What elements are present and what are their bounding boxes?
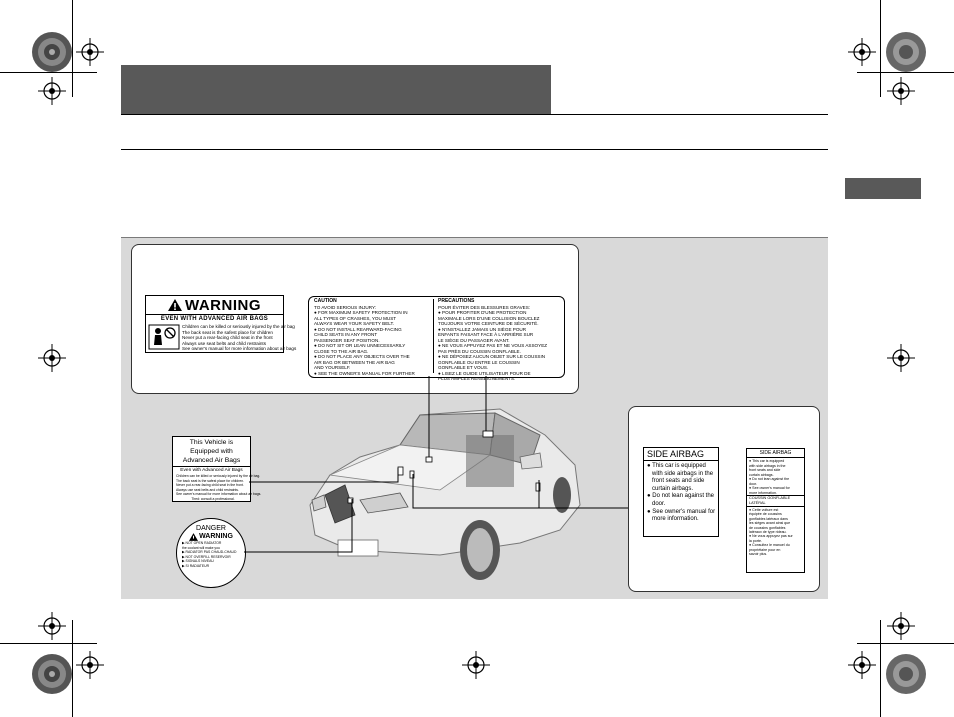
precautions-line: ● NE DÉPOSEZ AUCUN OBJET SUR LE COUSSIN [438,354,546,359]
advanced-airbag-label [172,436,262,502]
child-seat-pictogram-icon [149,325,179,349]
advanced-airbag-line: Tired: consult a professional. [191,496,235,501]
side-airbag-fr-line: savoir plus. [749,552,768,557]
side-airbag-small-line: ● Do not lean against the [749,477,790,481]
caution-line: ● DO NOT PLACE ANY OBJECTS OVER THE [314,354,410,359]
side-airbag-line: door. [652,500,666,507]
side-airbag-fr-line: gonflables latéraux dans [749,516,788,521]
warning-subtitle: EVEN WITH ADVANCED AIR BAGS [160,316,269,322]
caution-line: CLOSE TO THE AIR BAG. [314,348,369,354]
side-airbag-line: ● This car is equipped [647,463,706,469]
danger-text-line: ▶ SI RADIATEUR [182,563,210,568]
caution-label [308,296,565,381]
advanced-airbag-line: Children can be killed or seriously injured by the air bag. [176,474,261,478]
side-airbag-label-bilingual [746,448,805,573]
side-airbag-small-line: ● This car is equipped [749,459,785,463]
caution-line: ALWAYS WEAR YOUR SAFETY BELT. [314,321,395,326]
caution-line: AIR BAG OR BETWEEN THE AIR BAG [314,359,395,365]
advanced-airbag-line: The back seat is the safest place for children. [176,478,245,483]
advanced-airbag-title: This Vehicle is Equipped with Advanced Air Bags [173,437,250,467]
caution-line: ● DO NOT INSTALL REARWARD-FACING [314,326,402,332]
precautions-line: ● N'INSTALLEZ JAMAIS UN SIÈGE POUR [438,326,527,332]
warning-line: Always use seat belts and child restraints [182,340,267,346]
side-airbag-title: SIDE AIRBAG [644,448,718,461]
side-airbag-fr-line: la porte. [749,538,762,543]
side-airbag-line: ● Do not lean against the [647,493,715,500]
advanced-airbag-line: Never put a rear-facing child seat in the front. [176,483,244,487]
danger-text-line: ▶ NOT OPEN RADIATOR [182,541,222,545]
warning-triangle-icon [189,533,198,541]
precautions-line: MAXIMALE LORS D'UNE COLLISION BOUCLEZ [438,315,540,321]
chapter-header-block [121,65,551,115]
warning-line: Children can be killed or seriously injured by the air bag [182,324,295,329]
precautions-line: GONFLABLE ET VOUS. [438,365,489,370]
registration-circle-icon [884,652,928,696]
warning-line: See owner's manual for more information about air bags [182,346,297,351]
precautions-line: POUR ÉVITER DES BLESSURES GRAVES: [438,304,531,310]
caution-line: AND YOURSELF. [314,365,351,370]
precautions-line: ● NE VOUS APPUYEZ PAS ET NE VOUS ASSOYEZ [438,343,548,348]
warning-title: WARNING [185,296,261,314]
danger-text-line: ▶ RADIATOR PAS CHAUD-CHAUD [182,550,237,554]
precautions-heading: PRECAUTIONS [438,298,475,304]
radiator-danger-label [176,518,246,588]
side-airbag-small-line: door. [749,481,757,486]
precautions-line: ● LISEZ LE GUIDE UTILISATEUR POUR DE [438,370,531,376]
side-airbag-line: more information. [652,516,699,523]
registration-circle-icon [30,652,74,696]
danger-text-line: the coolant will make you [182,545,220,550]
advanced-airbag-line: Always use seat belts and child restraints. [176,487,239,492]
warning-line: Never put a rear-facing child seat in the front [182,335,273,340]
side-airbag-small-line: more information. [749,490,777,495]
car-illustration [290,395,590,595]
chapter-side-tab [845,178,921,199]
advanced-airbag-line: See owner's manual for more information about air bags. [176,492,262,496]
side-airbag-small-line: with side airbags in the [749,463,786,468]
side-airbag-line: with side airbags in the [652,470,714,477]
precautions-line: LE SIÈGE DU PASSAGER AVANT. [438,337,510,343]
side-airbag-fr-line: propriétaire pour en [749,547,781,552]
danger-line-1: DANGER [196,525,226,532]
side-airbag-small-title: SIDE AIRBAG [747,449,804,458]
danger-text-line: ▶ NOT OVERFILL RESERVOIR [182,554,231,559]
caution-line: ALL TYPES OF CRASHES, YOU MUST [314,315,397,321]
side-airbag-fr-line: ● Consultez le manuel du [749,543,790,548]
side-airbag-line: ● See owner's manual for [647,508,716,515]
caution-line: CHILD SEATS IN ANY FRONT [314,332,378,337]
precautions-line: GONFLABLE OU ENTRE LE COUSSIN [438,359,520,365]
side-airbag-line: front seats and side [652,478,705,485]
registration-circle-icon [30,30,74,74]
danger-text-line: ▶ SIGNALS NIVEAU [182,559,214,563]
side-airbag-small-line: curtain airbags. [749,472,774,477]
side-airbag-label [643,447,719,537]
side-airbag-small-line: front seats and side [749,468,781,472]
side-airbag-fr-line: ● Ne vous appuyez pas sur [749,534,793,539]
registration-circle-icon [884,30,928,74]
precautions-line: ● POUR PROFITER D'UNE PROTECTION [438,310,527,315]
caution-line: ● FOR MAXIMUM SAFETY PROTECTION IN [314,310,408,315]
side-airbag-fr-title: COUSSIN GONFLABLE LATÉRAL [747,495,804,507]
caution-line: TO AVOID SERIOUS INJURY: [314,304,377,310]
precautions-line: TOUJOURS VOTRE CEINTURE DE SÉCURITÉ. [438,321,539,326]
caution-heading: CAUTION [314,298,337,304]
caution-line: ● SEE THE OWNER'S MANUAL FOR FURTHER [314,370,415,376]
precautions-line: ENFANTS FAISANT FACE À L'ARRIÈRE SUR [438,332,534,337]
warning-line: The back seat is the safest place for children [182,329,273,335]
warning-label [145,295,297,353]
header-rule [121,114,828,115]
danger-line-2: WARNING [199,533,233,540]
side-airbag-fr-line: latéraux de type rideau. [749,530,787,535]
side-airbag-fr-line: les sièges avant ainsi que [749,521,791,526]
side-airbag-fr-line: de coussins gonflables [749,525,786,530]
precautions-line: PAS PRÈS DU COUSSIN GONFLABLE. [438,348,521,354]
warning-triangle-icon [168,299,182,311]
side-airbag-fr-line: ● Cette voiture est [749,508,779,512]
caution-line: PASSENGER SEAT POSITION. [314,337,380,343]
advanced-airbag-subtitle: Even with Advanced Air Bags [180,468,243,473]
caution-line: ● DO NOT SIT OR LEAN UNNECESSARILY [314,343,406,348]
section-rule [121,149,828,150]
precautions-line: PLUS AMPLES RENSEIGNEMENTS. [438,376,516,381]
side-airbag-small-line: ● See owner's manual for [749,486,790,490]
side-airbag-fr-line: équipée de coussins [749,512,782,517]
side-airbag-line: curtain airbags. [652,485,694,492]
